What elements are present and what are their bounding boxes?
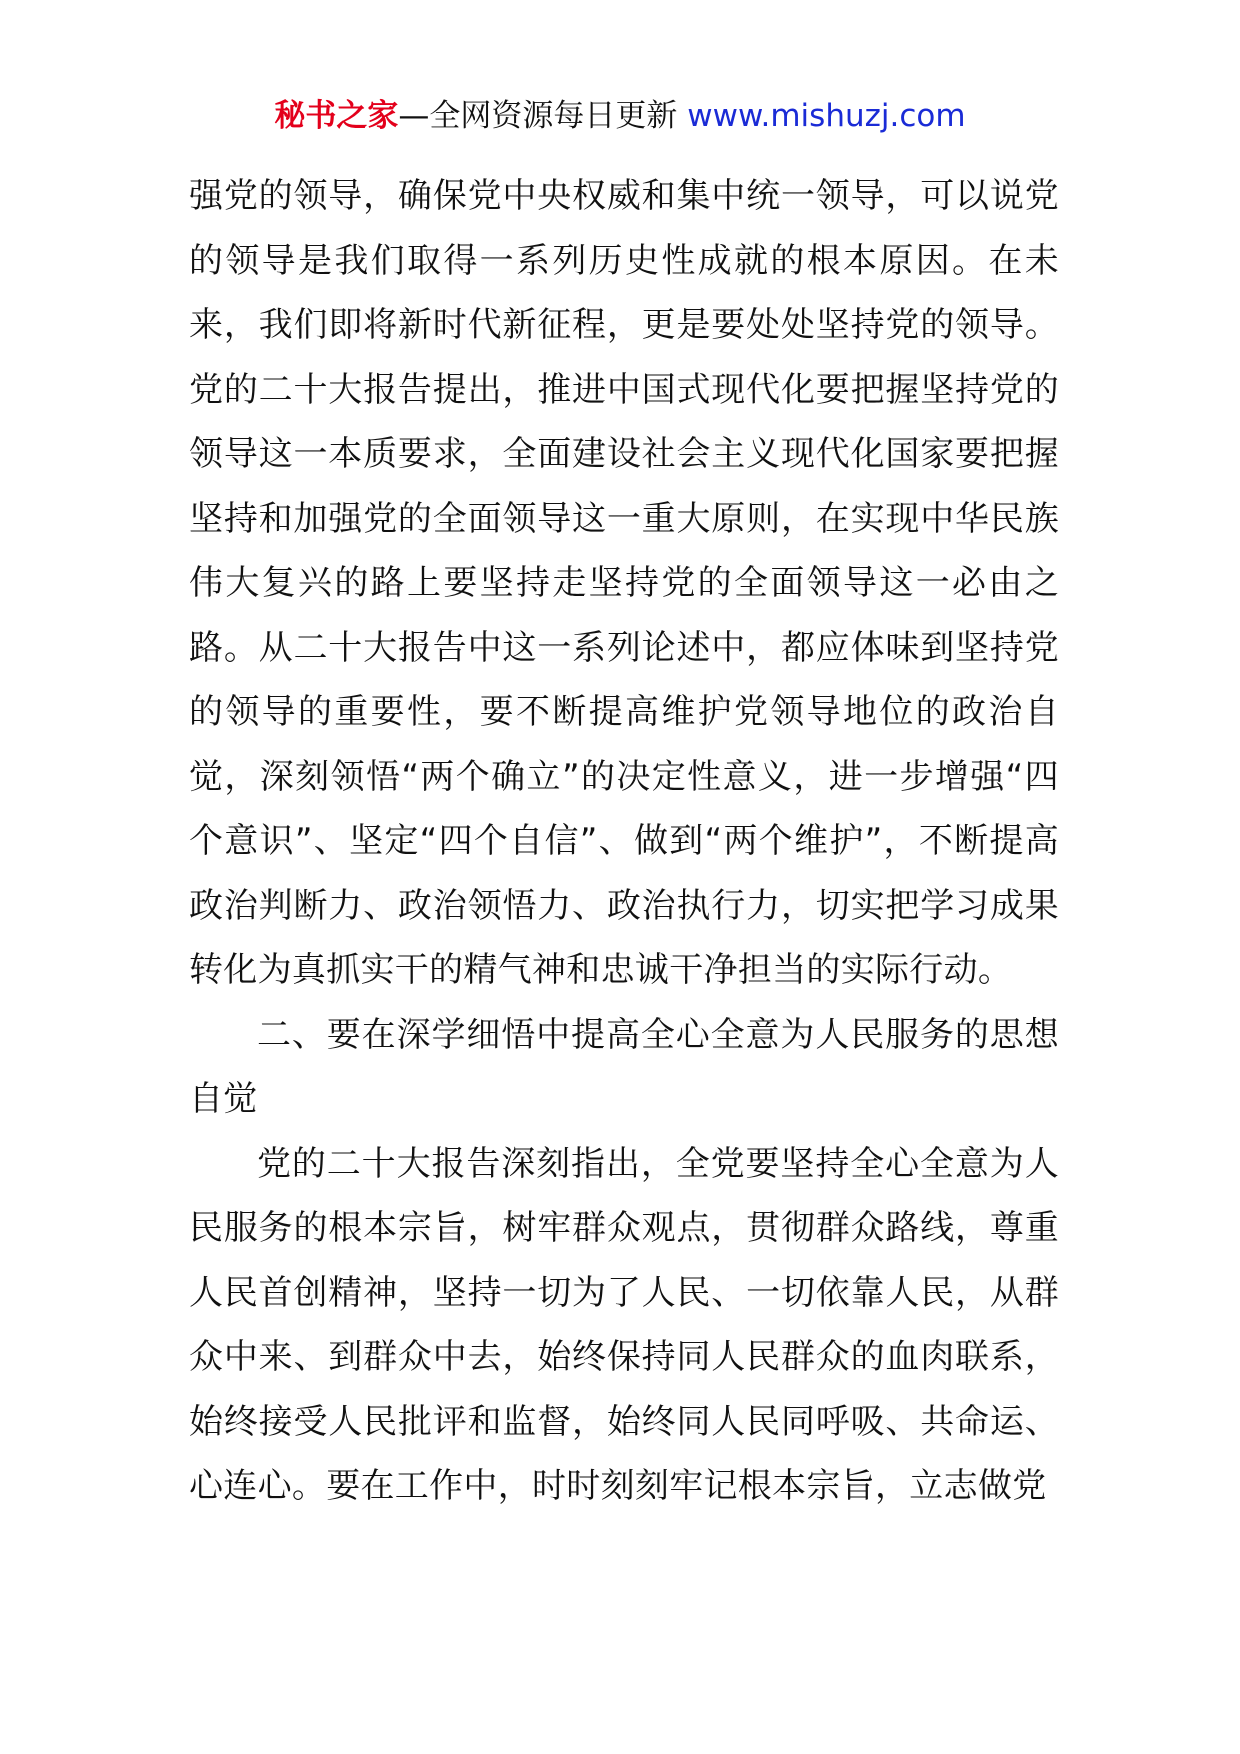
site-slogan: —全网资源每日更新: [398, 98, 678, 134]
site-url-link[interactable]: www.mishuzj.com: [687, 98, 966, 134]
site-brand: 秘书之家: [274, 98, 399, 134]
section-heading: 二、要在深学细悟中提高全心全意为人民服务的思想自觉: [189, 1014, 1059, 1119]
document-body: [189, 164, 1059, 1519]
paragraph-continued: 强党的领导，确保党中央权威和集中统一领导，可以说党的领导是我们取得一系列历史性成就的根本原因。在未来，我们即将新时代新征程，更是要处处坚持党的领导。党的二十大报告提出，推进中国式现代化要把握坚持党的领导这一本质要求，全面建设社会主义现代化国家要把握坚持和加强党的全面领导这一重大原则，在实现中华民族伟大复兴的路上要坚持走坚持党的全面领导这一必由之路。从二十大报告中这一系列论述中，都应体味到坚持党的领导的重要性，要不断提高维护党领导地位的政治自觉，深刻领悟“两个确立”的决定性意义，进一步增强“四个意识”、坚定“四个自信”、做到“两个维护”，不断提高政治判断力、政治领悟力、政治执行力，切实把学习成果转化为真抓实干的精气神和忠诚干净担当的实际行动。: [189, 176, 1059, 990]
paragraph: 党的二十大报告深刻指出，全党要坚持全心全意为人民服务的根本宗旨，树牢群众观点，贯彻群众路线，尊重人民首创精神，坚持一切为了人民、一切依靠人民，从群众中来、到群众中去，始终保持同人民群众的血肉联系，始终接受人民批评和监督，始终同人民同呼吸、共命运、心连心。要在工作中，时时刻刻牢记根本宗旨，立志做党: [189, 1143, 1059, 1506]
page-header: [0, 96, 1240, 136]
